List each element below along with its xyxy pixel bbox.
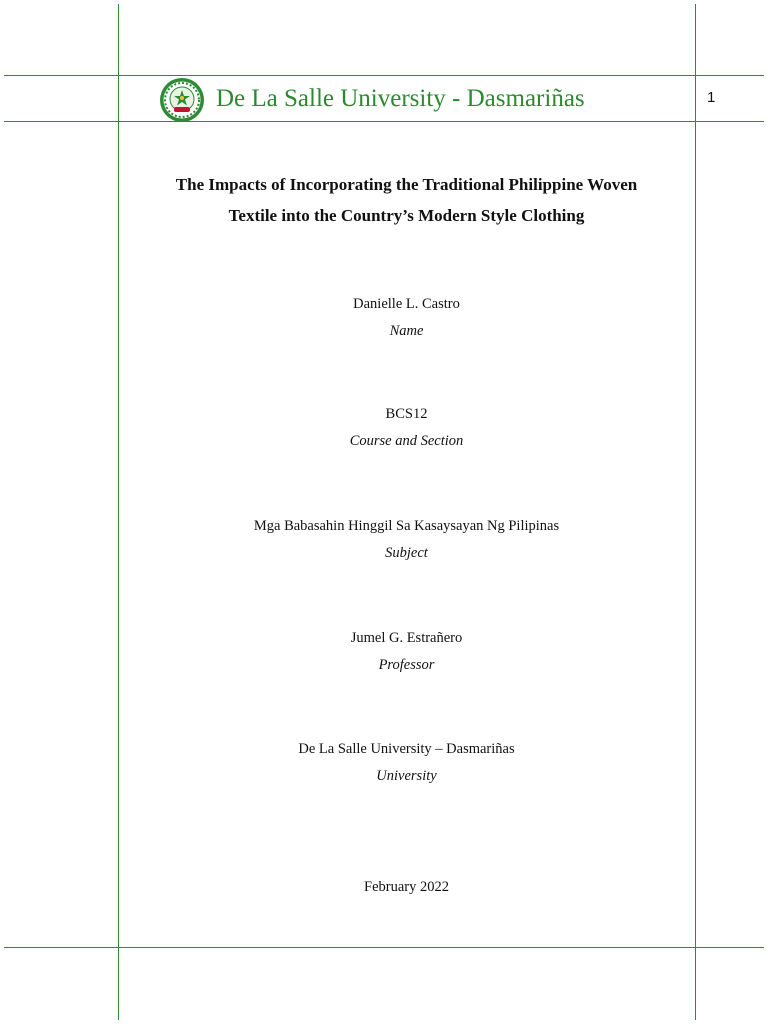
course-section: BCS12 (385, 406, 428, 422)
subject: Mga Babasahin Hinggil Sa Kasaysayan Ng Pilipinas (253, 518, 560, 534)
university-seal-icon (159, 77, 205, 123)
university-name: De La Salle University – Dasmariñas (298, 741, 515, 757)
university-label: University (376, 768, 437, 784)
left-margin-line (118, 4, 119, 1020)
submission-date: February 2022 (364, 879, 449, 895)
author-name: Danielle L. Castro (353, 296, 460, 312)
name-label: Name (389, 323, 424, 339)
paper-title-line-1: The Impacts of Incorporating the Traditional Philippine Woven (175, 175, 638, 194)
footer-line (4, 947, 764, 948)
right-margin-line (695, 4, 696, 1020)
header-bottom-line (4, 121, 764, 122)
subject-label: Subject (385, 545, 428, 561)
header-top-line (4, 75, 764, 76)
professor-label: Professor (378, 657, 435, 673)
professor-name: Jumel G. Estrañero (350, 630, 463, 646)
page-number: 1 (707, 89, 716, 106)
university-header: De La Salle University - Dasmariñas (216, 85, 585, 112)
paper-title-line-2: Textile into the Country’s Modern Style Clothing (228, 206, 585, 225)
course-section-label: Course and Section (349, 433, 464, 449)
